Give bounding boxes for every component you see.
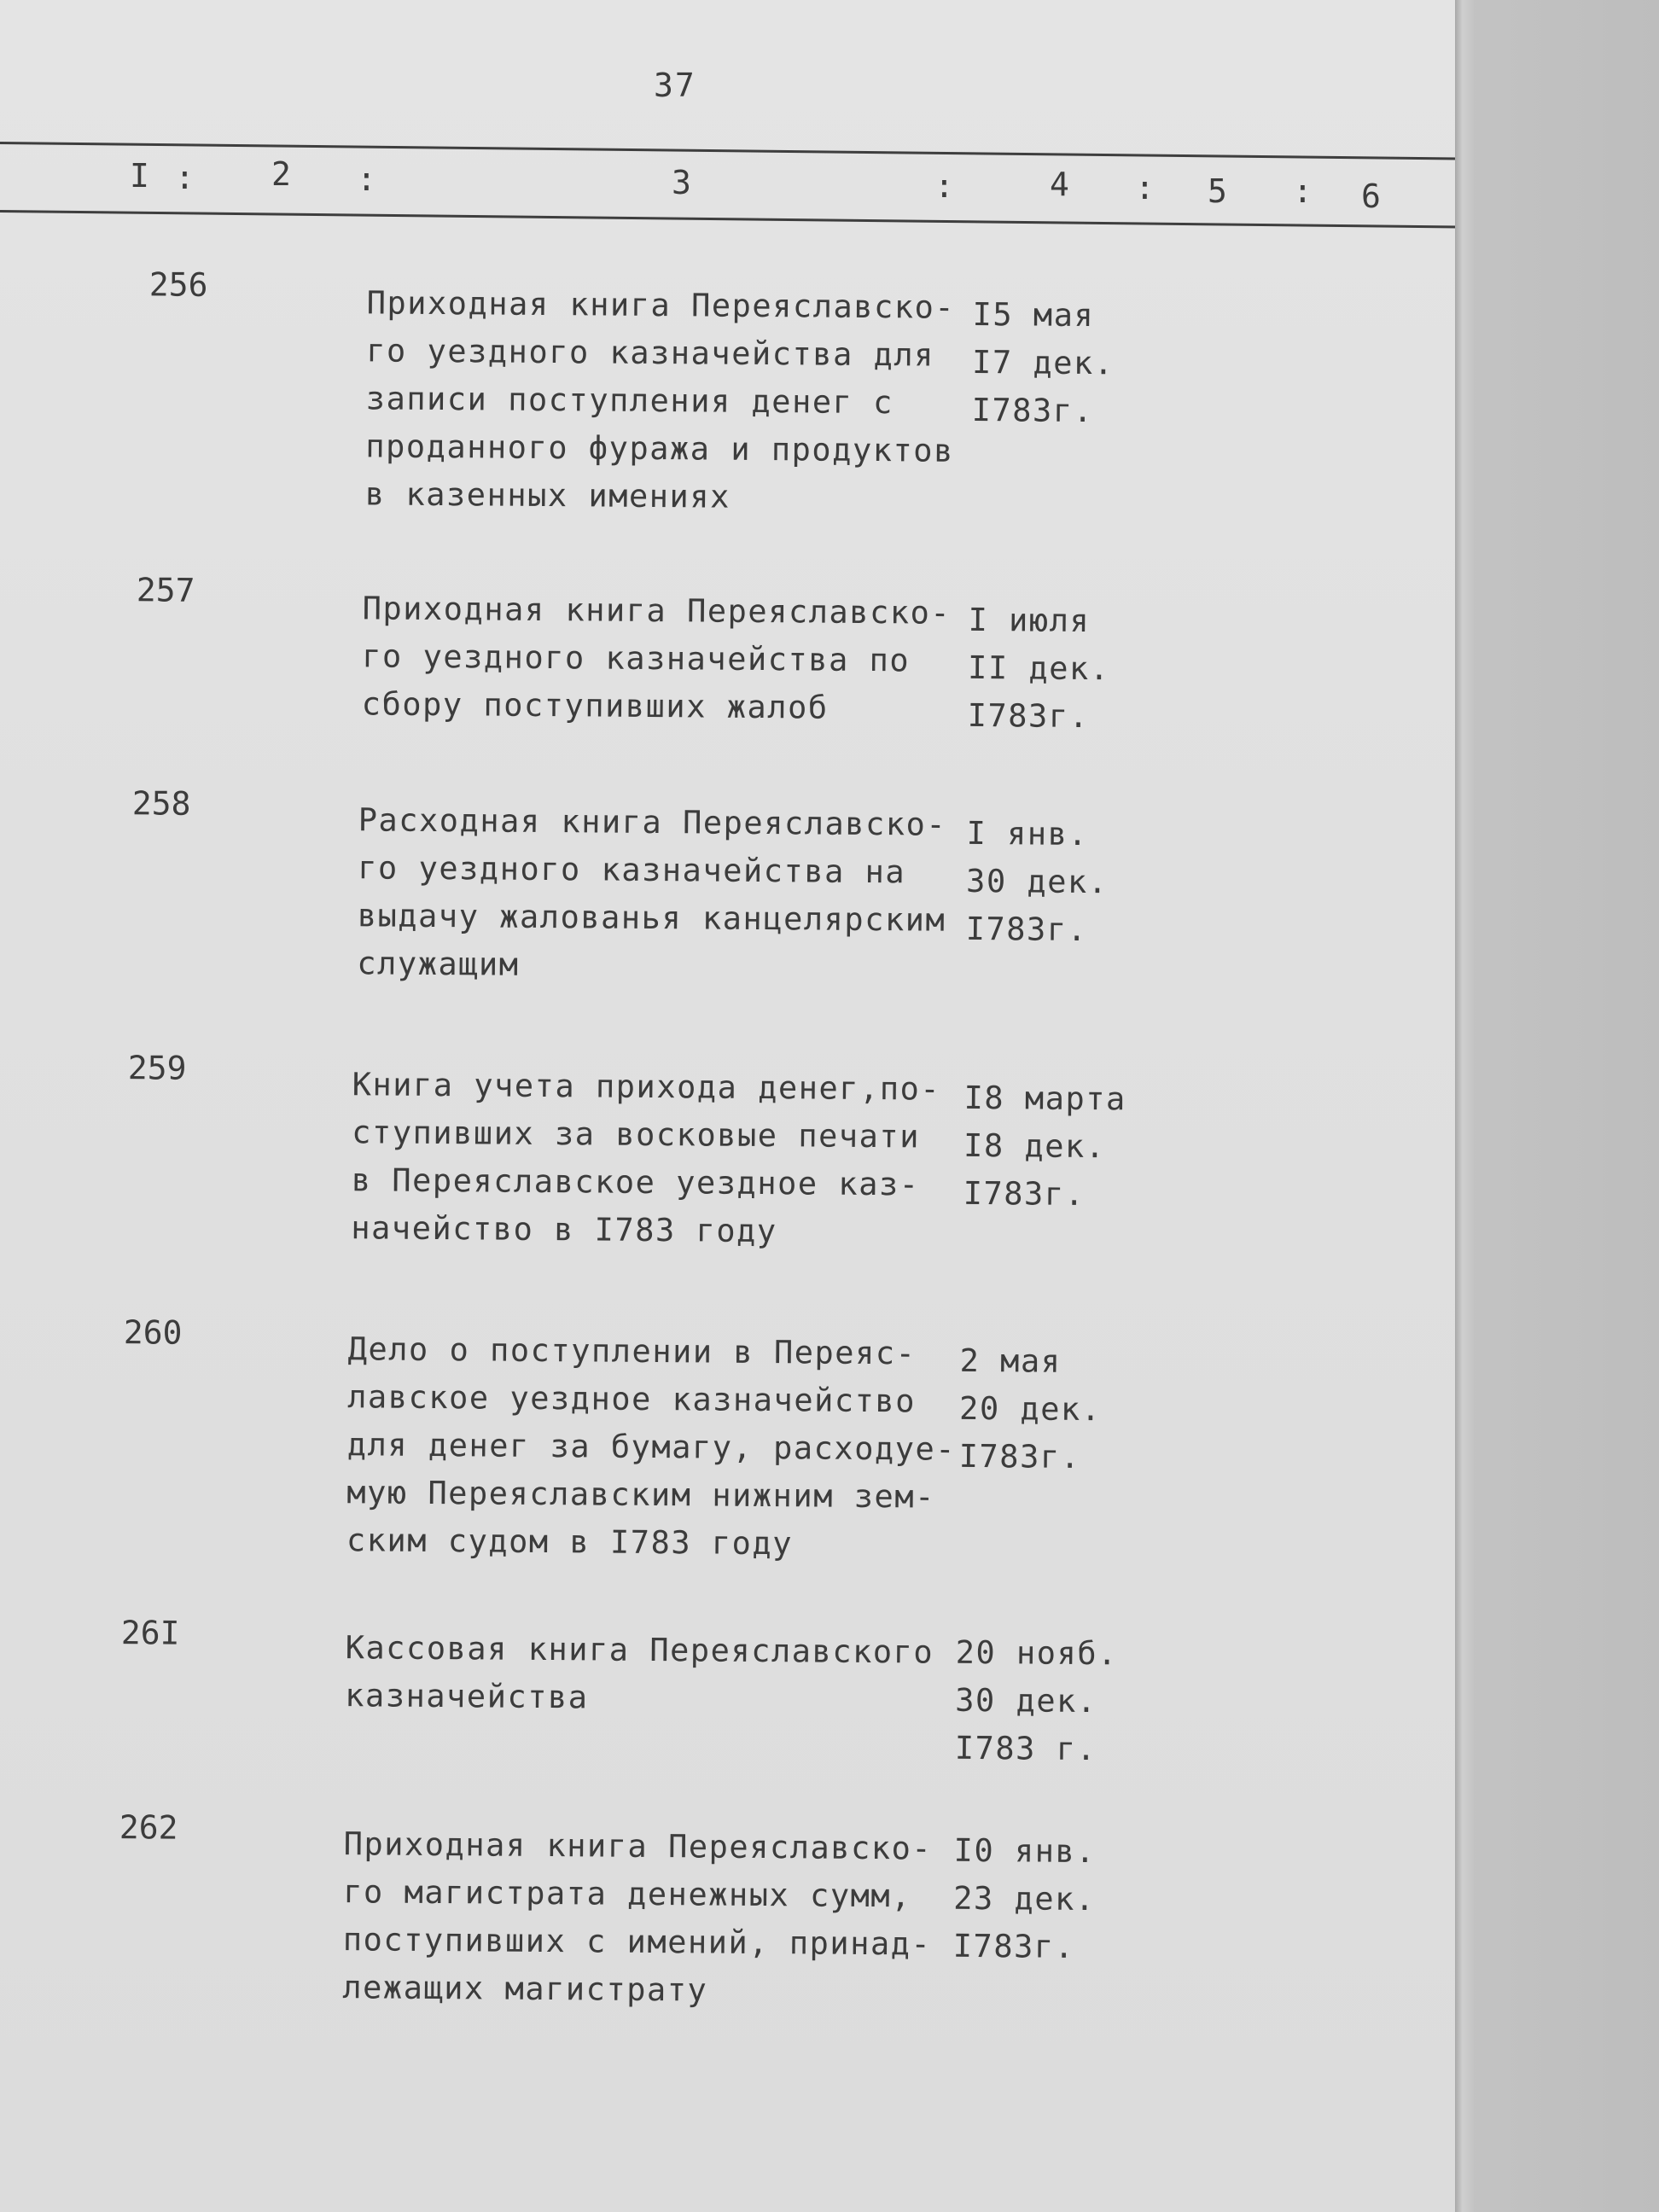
column-separator: : — [1135, 169, 1155, 207]
date-line: I7 дек. — [971, 343, 1115, 382]
title-line: проданного фуража и продуктов — [365, 428, 955, 469]
entry-title — [357, 796, 946, 992]
column-separator: : — [175, 159, 195, 196]
column-header-2: 2 — [271, 155, 291, 193]
entry-number: 262 — [119, 1808, 178, 1847]
date-line: I5 мая — [972, 295, 1095, 335]
entry-dates — [971, 291, 1115, 435]
title-line: в Переяславское уездное каз- — [351, 1161, 920, 1203]
entry-dates — [965, 810, 1109, 954]
title-line: лежащих магистрату — [342, 1969, 708, 2009]
date-line: 30 дек. — [955, 1681, 1097, 1720]
title-line: выдачу жалованья канцелярским — [357, 897, 946, 939]
title-line: записи поступления денег с — [365, 380, 894, 422]
title-line: го уездного казначейства по — [362, 637, 911, 679]
date-line: I783г. — [967, 696, 1090, 736]
table-row — [0, 1313, 1451, 1563]
date-line: 30 дек. — [965, 862, 1109, 901]
date-line: I июля — [968, 601, 1091, 640]
date-line: I783г. — [963, 1174, 1086, 1213]
column-header-1: I — [130, 157, 149, 195]
title-line: казначейства — [345, 1677, 589, 1716]
column-header-4: 4 — [1050, 166, 1069, 203]
entry-number: 26I — [120, 1614, 180, 1652]
entry-dates — [958, 1337, 1102, 1481]
entry-title — [346, 1325, 957, 1569]
entry-number: 259 — [127, 1049, 187, 1087]
table-row — [0, 265, 1451, 515]
column-separator: : — [357, 160, 376, 198]
title-line: Расходная книга Переяславско- — [358, 801, 947, 843]
column-header-6: 6 — [1361, 178, 1381, 215]
entry-title — [351, 1061, 940, 1256]
table-row — [0, 1048, 1451, 1250]
entry-title — [345, 1624, 934, 1724]
title-line: Дело о поступлении в Переяс- — [347, 1330, 917, 1372]
date-line: I783г. — [952, 1927, 1075, 1965]
table-header-bottom-rule — [0, 210, 1468, 229]
column-header-5: 5 — [1208, 172, 1227, 210]
date-line: 23 дек. — [953, 1879, 1096, 1918]
date-line: II дек. — [967, 649, 1110, 688]
entry-dates — [955, 1629, 1119, 1773]
page-stack-edge — [1455, 0, 1474, 2212]
title-line: поступивших с имений, принад- — [342, 1921, 932, 1963]
date-line: I8 дек. — [963, 1126, 1106, 1166]
entry-dates — [953, 1827, 1097, 1971]
title-line: го магистрата денежных сумм, — [343, 1873, 912, 1915]
title-line: ступивших за восковые печати — [352, 1114, 921, 1155]
table-row — [0, 783, 1451, 983]
title-line: го уездного казначейства для — [366, 332, 935, 374]
date-line: I783г. — [965, 910, 1088, 949]
date-line: I0 янв. — [953, 1831, 1097, 1871]
title-line: сбору поступивших жалоб — [361, 685, 829, 726]
entry-title — [362, 585, 952, 732]
title-line: Приходная книга Переяславско- — [362, 590, 952, 632]
entry-dates — [967, 597, 1110, 741]
title-line: Книга учета прихода денег,по- — [352, 1066, 941, 1108]
title-line: в казенных имениях — [364, 475, 731, 515]
title-line: для денег за бумагу, расходуе- — [346, 1426, 957, 1468]
table-row — [0, 1807, 1451, 2009]
title-line: ским судом в I783 году — [346, 1522, 794, 1563]
table-row — [0, 570, 1451, 736]
date-line: I8 марта — [963, 1079, 1126, 1118]
column-separator: : — [934, 167, 954, 205]
entry-number: 258 — [131, 784, 191, 823]
title-line: Кассовая книга Переяславского — [345, 1629, 934, 1671]
title-line: мую Переяславским нижним зем- — [346, 1474, 936, 1516]
title-line: лавское уездное казначейство — [347, 1378, 917, 1420]
date-line: 20 нояб. — [955, 1633, 1119, 1673]
table-row — [0, 1613, 1451, 1768]
entry-title — [342, 1820, 932, 2016]
entry-number: 256 — [148, 265, 208, 304]
column-separator: : — [1293, 172, 1313, 210]
title-line: Приходная книга Переяславско- — [343, 1825, 933, 1867]
table-header-row — [0, 154, 1451, 215]
entry-dates — [963, 1074, 1126, 1219]
page-number: 37 — [654, 67, 696, 104]
entry-number: 260 — [123, 1313, 183, 1352]
date-line: 2 мая — [959, 1342, 1062, 1380]
title-line: Приходная книга Переяславско- — [366, 284, 956, 326]
date-line: I783г. — [958, 1437, 1081, 1476]
entry-title — [365, 279, 956, 522]
column-header-3: 3 — [672, 164, 691, 201]
date-line: 20 дек. — [958, 1389, 1102, 1429]
title-line: го уездного казначейства на — [358, 849, 906, 891]
date-line: I янв. — [966, 814, 1089, 853]
date-line: I783г. — [971, 391, 1094, 430]
title-line: служащим — [357, 945, 520, 983]
entry-number: 257 — [136, 571, 195, 609]
title-line: начейство в I783 году — [351, 1209, 777, 1250]
date-line: I783 г. — [954, 1729, 1097, 1768]
